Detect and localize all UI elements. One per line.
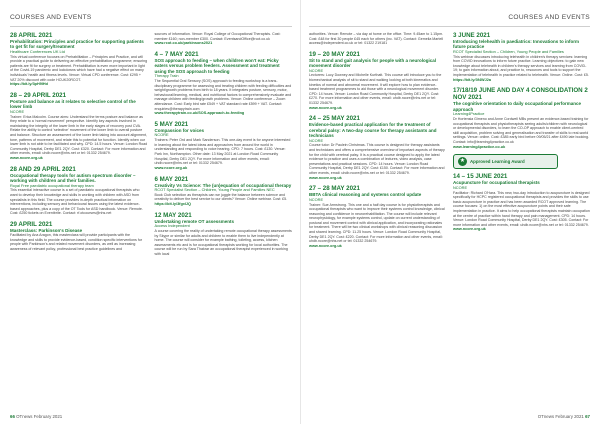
- footer-right: [538, 414, 590, 419]
- event-entry: [155, 51, 293, 116]
- event-description: Lecturers: Lucy Downey and Michelle Kurthatt. This course will introduce you to the biomechanical analysis of sit to stand and walking looking at both kinematics and kinetics of normal and abnormal movement. It will explore how to plan evidence-based treatment programmes to aid those with a neurological movement disorder. CPD: 14 hours. Venue: London Road Community Hospital, Derby DE1 2QY. Cost: £270. For more information and other events, email: uhdb.ncore@nhs.net or tel: 01332 254679.: [309, 73, 442, 105]
- event-entry: [309, 32, 446, 46]
- event-date: 28 AND 29 APRIL 2021: [10, 165, 76, 173]
- event-entry: [10, 166, 148, 216]
- event-title: Occupational therapy tools for autism spectrum disorder – working with children and their families.: [10, 172, 136, 184]
- footer-text-right: OTnews February 2021: [537, 414, 584, 419]
- event-date: 28 APRIL 2021: [10, 32, 53, 39]
- event-entry: [309, 185, 446, 248]
- event-organiser: NCORE: [309, 137, 324, 143]
- event-link[interactable]: https://bit.ly/3f4WJ2a: [453, 77, 491, 82]
- event-organiser: Access Independent: [154, 223, 190, 229]
- event-title: The cognitive orientation to daily occupational performance approach: [453, 101, 582, 112]
- event-entry: [155, 32, 293, 46]
- event-title: Undertaking remote OT assessments: [154, 218, 235, 224]
- event-link[interactable]: www.ncore.org.uk: [453, 227, 486, 232]
- event-entry: [10, 92, 148, 161]
- event-date: 17/18/19 JUNE AND DAY 4 CONSOLIDATION 2 NOV 2021: [453, 87, 588, 102]
- event-title: BBTA clinical reasoning and systems control update: [309, 192, 422, 198]
- event-entry: [309, 51, 446, 111]
- event-description: Dr Hortensia Gimeno and Anne Cordwell MBs present an evidence-based training for occupational therapists and physiotherapists seeing adults/children with neurological or developmental disorders, to learn the CO-OP approach to enable client-centred skill acquisition, problem solving and generalisation and transfer of skills to real-world settings. Venue: online. Cost: £385 early bird before 09/05/21 after £490 late booking. Contact: info@learning4practice.co.uk: [453, 116, 590, 144]
- event-date: 5 MAY 2021: [154, 120, 189, 128]
- event-link[interactable]: www.ncore.org.uk: [10, 155, 43, 160]
- event-description: authorities. Venue: Remote – via day at home or the office. Time: 9.45am to 1.15pm. Cost: £48 for first 30 people £45 each for others (inc. VAT). Contact: Gemelia Martell access@independent.co.uk or tel: 01322 219181: [309, 32, 444, 46]
- event-description: sources of information. Venue: Royal College of Occupational Therapists. Cost: member £160; non-member £300. Contact: EventsandOffice@rcot.co.uk: [154, 32, 281, 41]
- event-date: 28 – 29 APRIL 2021: [10, 91, 67, 99]
- event-entry: [453, 32, 590, 82]
- event-date: 24 – 25 MAY 2021: [309, 115, 360, 123]
- event-organiser: RCOT Specialist Section – Children, Young People and Families NEC: [154, 186, 275, 192]
- event-title: Acupuncture for occupational therapists: [453, 180, 540, 186]
- event-entry: [155, 176, 293, 207]
- event-link[interactable]: www.rcot.co.uk/parkinsons2021: [154, 41, 213, 46]
- event-description: Facilitator: Richard O'Hara. This new, two-day introduction to acupuncture is designed specifically for HCPC registered occupational therapists and provides the skills to use basic acupuncture in practice and has been awarded RCOT approved learning. The course focuses: 1) on the most effective acupuncture points and their safe implementation in practice. It aims to help occupational therapists maintain occupation at the centre of practice within hand therapy and pain management. CPD: 14 hours. Venue: London Road Community Hospital, Derby DE1 2QY. Cost: £305. Contact: For more information and other events, email: uhdb.ncore@nhs.net or tel: 01332 254679.: [453, 190, 590, 227]
- event-description: Course tutor: Dr Paulein Christmas. This course is designed for therapy assistants and technicians and offers a comprehensive overview of important aspects of therapy for the child with cerebral palsy. It is a practical course designed to apply the latest evidence to practice and uses a combination of lectures, video analysis, case presentations and practical sessions. CPD: 14 hours. Venue: London Road Community Hospital, Derby DE1 2QY. Cost: £150. Contact: For more information and other events, email: uhdb.ncore@nhs.net or tel: 01332 254679.: [309, 143, 445, 175]
- event-organiser: NCORE: [453, 184, 468, 190]
- event-link[interactable]: www.ncore.org.uk: [309, 105, 342, 110]
- event-link[interactable]: https://bit.ly/3pH9lHd: [10, 82, 48, 87]
- event-title: Introducing telehealth in paediatrics: Innovations to inform future practice: [453, 39, 580, 50]
- event-date: 6 MAY 2021: [154, 175, 189, 183]
- event-link[interactable]: https://bit.ly/3fgxlJQ: [154, 201, 191, 206]
- event-description: The Sequential Oral Sensory (SOS) approach to feeding workshop is a trans-disciplinary programme for assessing and treating children with feeding difficulties and weight/growth problems from birth to 18 years. It integrates posture, sensory, motor, behavioural/learning, medical, and nutritional factors to comprehensively evaluate and manage children with feeding/growth problems. Venue: Online conference – Zoom attendance. Cost: Early bird rate £549 + VAT standard rate £599 + VAT. Contact: enquiries@therapytrain.com: [154, 79, 292, 111]
- approved-learning-badge: [453, 154, 558, 169]
- event-description: This essential interactive course is a set of paediatric occupational therapists who want to develop their knowledge and skills in working with children with ASD from specialists in this field. The course provides in-depth practical information on interventions, including sensory and behavioural issues using the latest evidence-based approaches, plus a copy of the OT Tools for ASD handbook. Venue: Remote. Cost: £250 tickets on Eventbrite. Contact: rf.otcourses@nhs.net: [10, 188, 143, 216]
- column-1: [10, 32, 148, 414]
- event-description: Trainers: Peter Ord and Mark Sanderson. This one-day event is for anyone interested in learning about the latest ideas and approaches from around the world in understanding and responding to voice hearing. CPD: 7 hours. Cost: £130. Venue: Park Inn, Northampton. Other date: 13 May 2021 at London Road Community Hospital, Derby DE1 2QY. For more information and other events, email: uhdb.ncore@nhs.net or tel: 01332 254679.: [154, 138, 291, 166]
- event-title: Masterclass: Parkinson's Disease: [10, 227, 83, 233]
- event-organiser: NCORE: [154, 132, 169, 138]
- event-title: Compassion for voices: [154, 127, 205, 133]
- event-link[interactable]: www.ncore.org.uk: [154, 165, 188, 170]
- page-number-left: 66: [10, 414, 15, 419]
- event-organiser: Healthcare Conferences UK Ltd: [10, 48, 65, 54]
- column-3: [309, 32, 446, 414]
- right-page: [300, 0, 600, 424]
- event-organiser: NCORE: [309, 196, 324, 202]
- event-description: Trainer: Sue Armstrong. This one and a half day course is for physiotherapists and occupational therapists who want to improve their systems control knowledge, clinical reasoning and confidence in neurorehabilitation. The course will include relevant neurophysiology, for example systems control, update on current understanding of postural and movement control with clinical application, and incorporating rationales for treatment. There will be two clinical workshops with clinical reasoning discussion and shared learning. CPD: 11.25 hours. Venue: London Road Community Hospital, Derby DE1 2QY. Cost: £220. Contact: For more information and other events, email: uhdb.ncore@nhs.net or tel: 01332 254679.: [309, 202, 445, 244]
- event-date: 19 – 20 MAY 2021: [309, 50, 360, 58]
- event-description: A course covering the reality of undertaking remote occupational therapy assessments by Skype or similar for adults and children to enable them to live independently at home. The course will consider for example bathing, toileting, access, kitchen assessments etc and is for occupational therapists working for local authorities. The course will be run by Sara Thakrar an occupational therapist experienced in working with local: [154, 228, 292, 256]
- event-title: Prehabilitation: Principles and practice for supporting patients to get fit for surgery/treatment: [10, 39, 144, 50]
- running-head-left: COURSES AND EVENTS: [10, 14, 292, 27]
- award-icon: ★: [459, 158, 466, 165]
- event-entry: [453, 173, 590, 232]
- event-entry: [10, 32, 148, 87]
- event-title: Evidence-based practical application for the treatment of cerebral palsy: A two-day course for therapy assistants and technicians: [309, 122, 437, 139]
- event-description: Facilitated by Ana Aragon, this masterclass will provide participants with the knowledge and skills to provide evidence-based, condition specific interventions for people with Parkinson's and related movement disorders, as well as increasing awareness of relevant policy, professional best practice guidelines and: [10, 233, 143, 252]
- event-description: Trainer: Erica Malcolm. Course aims: Understand the terms posture and balance as they relate to a 'normal movement' perspective. Identify key aspects involved in maintaining the integrity of the lower limb in the early stages of recovery post CVA. Relate the ability to control 'selective' movement of the lower limb to overall posture and balance. Structure an assessment of the lower limb taking into account alignment, tone, patterns of movement, and relate this to potential for function. Identify when our lower limb is not able to be facilitated and why. CPD: 14.5 hours. Venue: London Road Community Hospital, Derby DE1 2QY. Cost: £320. Contact: For more information and other events, email: uhdb.ncore@nhs.net or tel: 01332 254679.: [10, 114, 148, 156]
- event-entry: [155, 212, 293, 257]
- event-organiser: NCORE: [309, 67, 324, 73]
- event-date: 14 – 15 JUNE 2021: [453, 173, 508, 181]
- event-description: Book Club selection as therapists can we juggle the balance between science and creativity to deliver the best service to our clients? Venue: Online webinar. Cost: £5.: [154, 192, 288, 202]
- event-organiser: Therapy Train: [154, 73, 179, 79]
- event-date: 12 MAY 2021: [154, 211, 192, 219]
- footer-text-left: OTnews February 2021: [16, 414, 63, 419]
- event-date: 27 – 28 MAY 2021: [309, 185, 360, 193]
- event-entry: [155, 121, 293, 171]
- event-date: 4 – 7 MAY 2021: [154, 50, 199, 58]
- page-number-right: 67: [585, 414, 590, 419]
- event-description: This virtual conference focuses on Prehabilitation – Principles and Practice, and will provide a practical guide to delivering an effective prehabilitation programme; ensuring patients are fit for surgery or treatment. Prehabilitation is even more important in light of the Covid-19 pandemic and lockdowns which have had a negative effect on many individuals' health and fitness levels. Venue: Virtual CPD conference. Cost: £295 + VAT 20% discount with code HCUK20RCOT.: [10, 54, 148, 82]
- column-4: [453, 32, 590, 414]
- event-description: This webinar discusses introducing telehealth in children's therapy services: learning from COVID innovations to inform future practice. Learning objectives: to gain new knowledge about telehealth in children's therapy services and learning from COVID-19; to gain information about, and practice to, resources and tools to support the implementation of telehealth in practice related to telehealth. Venue: Online. Cost: £5.: [453, 54, 589, 77]
- event-title: Sit to stand and gait analysis for people with a neurological movement disorder: [309, 57, 437, 69]
- event-date: 29 APRIL 2021: [10, 220, 53, 228]
- column-2: [155, 32, 293, 414]
- event-organiser: NCORE: [10, 108, 25, 114]
- event-title: Posture and balance as it relates to selective control of the lower limb: [10, 98, 136, 110]
- event-organiser: RCOT Specialist Section – Children, Young People and Families: [453, 48, 564, 54]
- event-link[interactable]: www.ncore.org.uk: [309, 243, 342, 248]
- event-entry: [10, 221, 148, 252]
- event-link[interactable]: www.ncore.org.uk: [309, 175, 342, 180]
- event-title: SOS approach to feeding – when children won't eat: Picky eaters versus problem feeders. Assessment and treatment using the SOS approach to feeding: [154, 57, 280, 74]
- running-head-right: COURSES AND EVENTS: [309, 14, 590, 27]
- event-date: 3 JUNE 2021: [453, 32, 491, 39]
- badge-label: Approved Learning Award: [470, 159, 525, 165]
- footer-left: [10, 414, 62, 419]
- event-entry: [309, 115, 446, 180]
- event-organiser: Royal Free paediatric occupational therapy team: [10, 182, 94, 188]
- event-organiser: Learning4Practice: [453, 111, 485, 117]
- event-link[interactable]: www.therapytrain.co.uk/SOS-approach-to-feeding: [154, 111, 245, 116]
- event-link[interactable]: www.learning4practice.co.uk: [453, 144, 506, 149]
- event-title: Creativity Vs Science: The (un)equation of occupational therapy: [154, 182, 292, 188]
- event-entry: [453, 87, 590, 149]
